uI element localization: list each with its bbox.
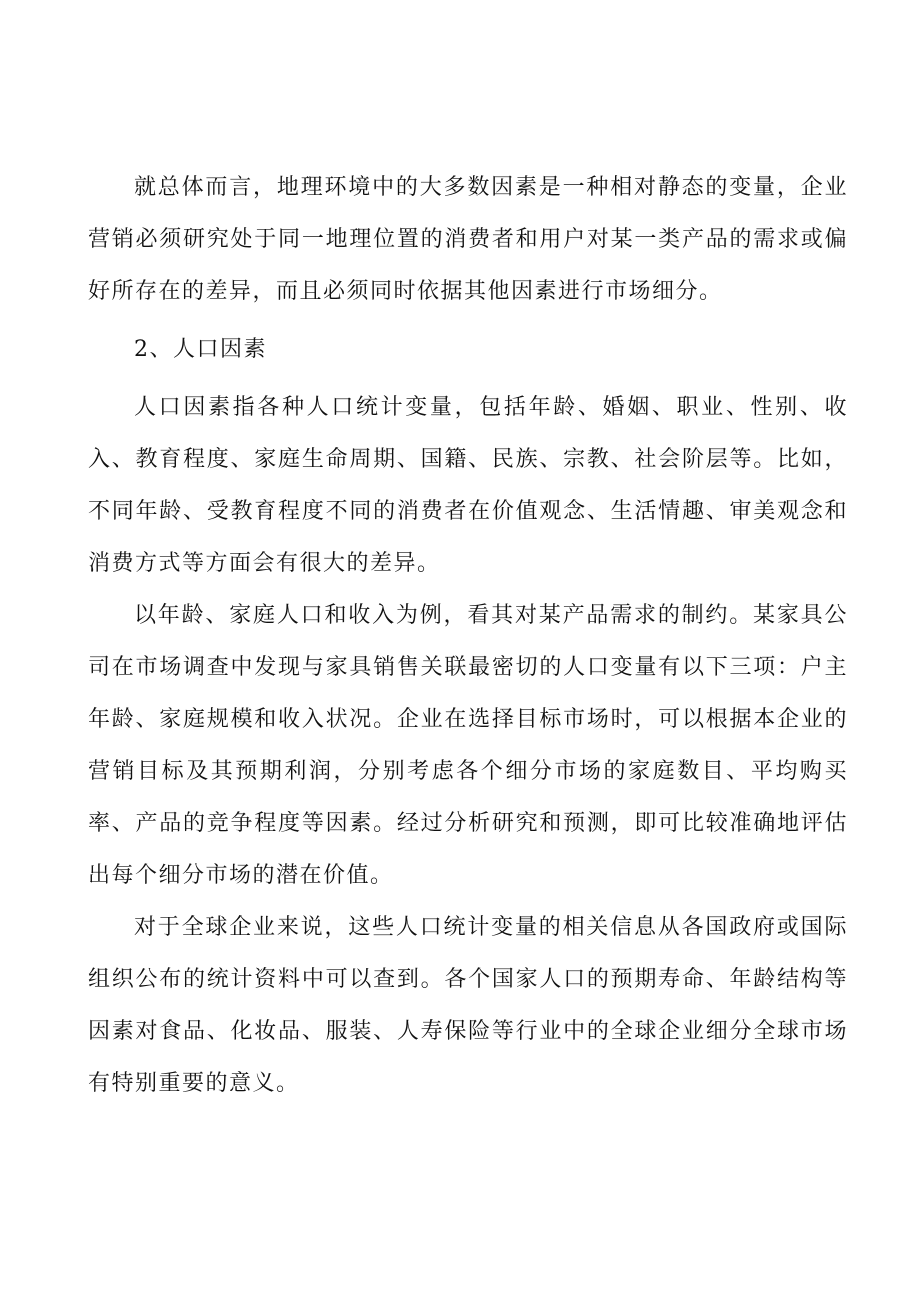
- document-body: [88, 162, 848, 1110]
- paragraph-geography-summary: 就总体而言，地理环境中的大多数因素是一种相对静态的变量，企业营销必须研究处于同一地理位置的消费者和用户对某一类产品的需求或偏好所存在的差异，而且必须同时依据其他因素进行市场细分。: [88, 175, 848, 304]
- paragraph-population-variables: 人口因素指各种人口统计变量，包括年龄、婚姻、职业、性别、收入、教育程度、家庭生命周期、国籍、民族、宗教、社会阶层等。比如，不同年龄、受教育程度不同的消费者在价值观念、生活情趣、审美观念和消费方式等方面会有很大的差异。: [88, 395, 848, 576]
- section-heading-population-factors: 2、人口因素: [134, 337, 267, 362]
- paragraph-furniture-example: 以年龄、家庭人口和收入为例，看其对某产品需求的制约。某家具公司在市场调查中发现与家具销售关联最密切的人口变量有以下三项：户主年龄、家庭规模和收入状况。企业在选择目标市场时，可以根据本企业的营销目标及其预期利润，分别考虑各个细分市场的家庭数目、平均购买率、产品的竞争程度等因素。经过分析研究和预测，即可比较准确地评估出每个细分市场的潜在价值。: [88, 603, 848, 888]
- paragraph-global-enterprises: 对于全球企业来说，这些人口统计变量的相关信息从各国政府或国际组织公布的统计资料中可以查到。各个国家人口的预期寿命、年龄结构等因素对食品、化妆品、服装、人寿保险等行业中的全球企业细分全球市场有特别重要的意义。: [88, 915, 848, 1096]
